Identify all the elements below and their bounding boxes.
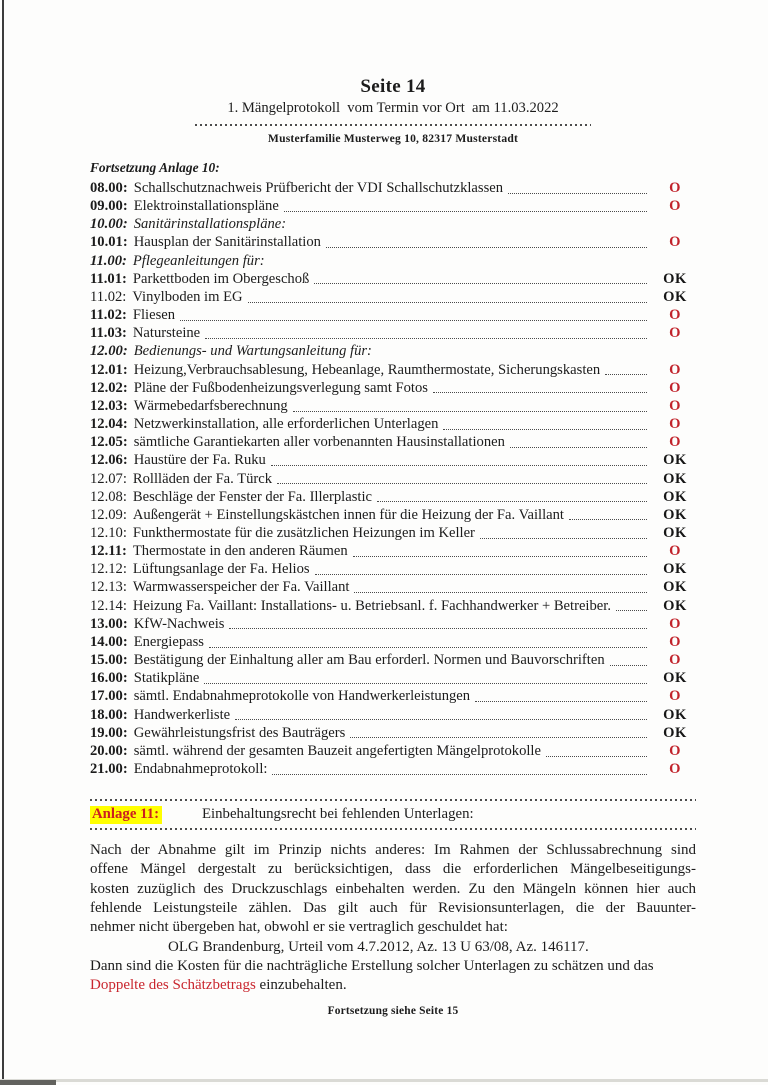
- paragraph-line: nehmer nicht übergeben hat, obwohl er sie vertraglich geschuldet hat:: [90, 919, 508, 936]
- item-number: 12.07:: [90, 470, 127, 487]
- dotted-leader: [605, 374, 647, 375]
- item-number: 12.14:: [90, 597, 127, 614]
- scan-edge-bottom: [0, 1079, 768, 1082]
- item-text: Funkthermostate für die zusätzlichen Heizungen im Keller: [132, 524, 475, 541]
- list-item: [90, 506, 696, 524]
- item-number: 12.02:: [90, 379, 128, 396]
- dotted-leader: [248, 302, 647, 303]
- item-number: 20.00:: [90, 742, 128, 759]
- list-item: [90, 324, 696, 342]
- list-item: [90, 578, 696, 596]
- checklist: [90, 179, 696, 778]
- list-item: [90, 488, 696, 506]
- item-text: sämtl. Endabnahmeprotokolle von Handwerkerleistungen: [133, 688, 471, 705]
- anlage-dashed-divider-top: [90, 799, 696, 801]
- item-text: Statikpläne: [133, 670, 200, 687]
- item-text: Natursteine: [132, 325, 201, 342]
- status-mark: O: [669, 397, 681, 414]
- dotted-leader: [475, 701, 647, 702]
- court-citation: OLG Brandenburg, Urteil vom 4.7.2012, Az. 13 U 63/08, Az. 146117.: [168, 938, 589, 955]
- item-text: Außengerät + Einstellungskästchen innen für die Heizung der Fa. Vaillant: [132, 506, 564, 523]
- status-mark: O: [669, 180, 681, 196]
- paragraph-line: Nach der Abnahme gilt im Prinzip nichts anderes: Im Rahmen der Schlussabrechnung sind: [90, 842, 696, 859]
- status-mark: O: [669, 633, 681, 650]
- item-text: Thermostate in den anderen Räumen: [132, 543, 348, 560]
- item-number: 11.03:: [90, 325, 127, 342]
- item-number: 21.00:: [90, 761, 128, 777]
- dotted-leader: [610, 665, 647, 666]
- list-item: [90, 306, 696, 324]
- list-item: [90, 415, 696, 433]
- status-mark: O: [669, 615, 681, 632]
- dotted-leader: [433, 392, 647, 393]
- item-number: 11.00:: [90, 252, 127, 269]
- item-text: Bedienungs- und Wartungsanleitung für:: [133, 343, 372, 360]
- list-item: [90, 597, 696, 615]
- list-item: [90, 179, 696, 197]
- list-item: [90, 252, 696, 270]
- list-item: [90, 706, 696, 724]
- item-text: Fliesen: [132, 307, 176, 324]
- dotted-leader: [229, 628, 647, 629]
- paragraph-lines: [90, 841, 696, 937]
- dotted-leader: [353, 556, 647, 557]
- dotted-leader: [315, 574, 647, 575]
- item-number: 11.01:: [90, 270, 127, 287]
- item-text: Pflegeanleitungen für:: [132, 252, 265, 269]
- header-dashed-divider: [195, 124, 591, 126]
- anlage-dashed-divider-bottom: [90, 828, 696, 830]
- list-item: [90, 687, 696, 705]
- item-text: Endabnahmeprotokoll:: [133, 761, 268, 777]
- body-paragraph: [90, 841, 696, 995]
- list-item: [90, 215, 696, 233]
- status-mark: O: [669, 761, 681, 777]
- dotted-leader: [350, 737, 647, 738]
- list-item: [90, 524, 696, 542]
- list-item: [90, 669, 696, 687]
- list-item: [90, 451, 696, 469]
- paragraph-line: fehlende Leistungsteile zählen. Das gilt auch für Revisionsunterlagen, die der Bauunter-: [90, 900, 696, 917]
- dotted-leader: [508, 193, 647, 194]
- paragraph-line: offene Mängel dergestalt zu berücksichtigen, dass die erforderlichen Mängelbeseitigungs-: [90, 861, 696, 878]
- status-mark: OK: [663, 579, 687, 596]
- page-footer: Fortsetzung siehe Seite 15: [327, 1004, 459, 1017]
- dotted-leader: [209, 647, 647, 648]
- list-item: [90, 433, 696, 451]
- list-item: [90, 651, 696, 669]
- item-text: Hausplan der Sanitärinstallation: [133, 234, 321, 251]
- item-text: Schallschutznachweis Prüfbericht der VDI Schallschutzklassen: [133, 180, 504, 196]
- item-number: 12.06:: [90, 452, 128, 469]
- list-item: [90, 633, 696, 651]
- list-item: [90, 379, 696, 397]
- item-number: 11.02:: [90, 288, 127, 305]
- list-item: [90, 724, 696, 742]
- status-mark: O: [669, 543, 681, 560]
- item-number: 12.12:: [90, 561, 127, 578]
- status-mark: OK: [663, 561, 687, 578]
- dotted-leader: [326, 247, 647, 248]
- list-item: [90, 197, 696, 215]
- item-text: Warmwasserspeicher der Fa. Vaillant: [132, 579, 350, 596]
- item-number: 14.00:: [90, 633, 128, 650]
- item-number: 11.02:: [90, 307, 127, 324]
- item-text: Parkettboden im Obergeschoß: [132, 270, 310, 287]
- list-item: [90, 342, 696, 360]
- item-number: 19.00:: [90, 724, 128, 741]
- item-number: 12.11:: [90, 543, 127, 560]
- item-number: 12.09:: [90, 506, 127, 523]
- item-number: 15.00:: [90, 652, 128, 669]
- dotted-leader: [284, 211, 647, 212]
- list-item: [90, 560, 696, 578]
- item-text: KfW-Nachweis: [133, 615, 225, 632]
- dotted-leader: [616, 610, 647, 611]
- status-mark: OK: [663, 506, 687, 523]
- dotted-leader: [443, 429, 647, 430]
- item-number: 16.00:: [90, 670, 128, 687]
- dotted-leader: [271, 465, 647, 466]
- anlage-label-highlight: Anlage 11:: [90, 806, 162, 824]
- item-number: 10.00:: [90, 216, 128, 233]
- dotted-leader: [480, 538, 647, 539]
- status-mark: OK: [663, 724, 687, 741]
- anlage-11-section: [90, 799, 696, 830]
- status-mark: O: [669, 307, 681, 324]
- status-mark: OK: [663, 270, 687, 287]
- item-number: 09.00:: [90, 198, 128, 215]
- dotted-leader: [205, 338, 647, 339]
- scan-edge-left: [2, 0, 4, 1085]
- status-mark: OK: [663, 488, 687, 505]
- list-item: [90, 397, 696, 415]
- status-mark: O: [669, 379, 681, 396]
- status-mark: OK: [663, 470, 687, 487]
- status-mark: OK: [663, 706, 687, 723]
- dotted-leader: [569, 519, 647, 520]
- item-number: 12.04:: [90, 416, 128, 433]
- item-number: 12.10:: [90, 524, 127, 541]
- scan-corner-shadow: [0, 1080, 56, 1085]
- list-item: [90, 470, 696, 488]
- item-text: Rollläden der Fa. Türck: [132, 470, 273, 487]
- conclusion-red-emphasis: Doppelte des Schätzbetrags: [90, 977, 256, 994]
- item-text: Heizung Fa. Vaillant: Installations- u. Betriebsanl. f. Fachhandwerker + Betreiber.: [132, 597, 611, 614]
- status-mark: O: [669, 325, 681, 342]
- item-number: 12.05:: [90, 434, 128, 451]
- status-mark: O: [669, 652, 681, 669]
- item-text: Pläne der Fußbodenheizungsverlegung samt Fotos: [133, 379, 428, 396]
- conclusion-line: [90, 957, 696, 996]
- item-text: Bestätigung der Einhaltung aller am Bau erforderl. Normen und Bauvorschriften: [133, 652, 605, 669]
- status-mark: O: [669, 361, 681, 378]
- conclusion-text-before: Dann sind die Kosten für die nachträgliche Erstellung solcher Unterlagen zu schätzen und das: [90, 957, 654, 974]
- item-number: 13.00:: [90, 615, 128, 632]
- list-item: [90, 760, 696, 778]
- list-item: [90, 742, 696, 760]
- dotted-leader: [314, 283, 647, 284]
- item-text: Gewährleistungsfrist des Bauträgers: [133, 724, 346, 741]
- item-text: Netzwerkinstallation, alle erforderlichen Unterlagen: [133, 416, 439, 433]
- status-mark: O: [669, 234, 681, 251]
- anlage-title: Einbehaltungsrecht bei fehlenden Unterlagen:: [202, 806, 474, 823]
- item-number: 12.13:: [90, 579, 127, 596]
- paragraph-line: kosten zuzüglich des Druckzuschlags einbehalten werden. Zu den Mängeln können hier auch: [90, 880, 696, 897]
- status-mark: OK: [663, 597, 687, 614]
- list-item: [90, 361, 696, 379]
- item-number: 10.01:: [90, 234, 128, 251]
- status-mark: O: [669, 416, 681, 433]
- section-continuation-label: Fortsetzung Anlage 10:: [90, 160, 220, 175]
- status-mark: O: [669, 198, 681, 215]
- status-mark: OK: [663, 288, 687, 305]
- list-item: [90, 270, 696, 288]
- status-mark: O: [669, 742, 681, 759]
- item-text: Vinylboden im EG: [132, 288, 243, 305]
- dotted-leader: [377, 501, 647, 502]
- item-text: sämtliche Garantiekarten aller vorbenannten Hausinstallationen: [133, 434, 505, 451]
- list-item: [90, 288, 696, 306]
- dotted-leader: [354, 592, 647, 593]
- item-text: Energiepass: [133, 633, 204, 650]
- status-mark: O: [669, 434, 681, 451]
- dotted-leader: [204, 683, 647, 684]
- dotted-leader: [277, 483, 647, 484]
- item-text: Haustüre der Fa. Ruku: [133, 452, 266, 469]
- list-item: [90, 233, 696, 251]
- item-text: Handwerkerliste: [133, 706, 231, 723]
- list-item: [90, 615, 696, 633]
- item-number: 08.00:: [90, 180, 128, 196]
- item-number: 12.01:: [90, 361, 128, 378]
- item-text: Wärmebedarfsberechnung: [133, 397, 288, 414]
- item-number: 12.03:: [90, 397, 128, 414]
- conclusion-text-after: einzubehalten.: [255, 977, 347, 994]
- list-item: [90, 542, 696, 560]
- dotted-leader: [272, 774, 647, 775]
- item-text: Elektroinstallationspläne: [133, 198, 279, 215]
- address-line: Musterfamilie Musterweg 10, 82317 Musterstadt: [267, 132, 519, 145]
- document-subtitle: 1. Mängelprotokoll vom Termin vor Ort am 11.03.2022: [227, 100, 559, 116]
- item-text: sämtl. während der gesamten Bauzeit angefertigten Mängelprotokolle: [133, 742, 541, 759]
- item-number: 12.08:: [90, 488, 127, 505]
- dotted-leader: [235, 719, 647, 720]
- document-header: [90, 76, 696, 145]
- item-text: Sanitärinstallationspläne:: [133, 216, 287, 233]
- item-text: Beschläge der Fenster der Fa. Illerplastic: [132, 488, 372, 505]
- dotted-leader: [180, 320, 647, 321]
- status-mark: OK: [663, 670, 687, 687]
- dotted-leader: [293, 411, 647, 412]
- item-text: Lüftungsanlage der Fa. Helios: [132, 561, 310, 578]
- dotted-leader: [546, 756, 647, 757]
- page-title: Seite 14: [360, 76, 426, 97]
- item-number: 18.00:: [90, 706, 128, 723]
- anlage-heading-row: [90, 806, 696, 824]
- status-mark: OK: [663, 452, 687, 469]
- status-mark: O: [669, 688, 681, 705]
- item-number: 12.00:: [90, 343, 128, 360]
- dotted-leader: [510, 447, 647, 448]
- status-mark: OK: [663, 524, 687, 541]
- item-text: Heizung,Verbrauchsablesung, Hebeanlage, Raumthermostate, Sicherungskasten: [133, 361, 601, 378]
- item-number: 17.00:: [90, 688, 128, 705]
- document-content: [90, 0, 696, 1017]
